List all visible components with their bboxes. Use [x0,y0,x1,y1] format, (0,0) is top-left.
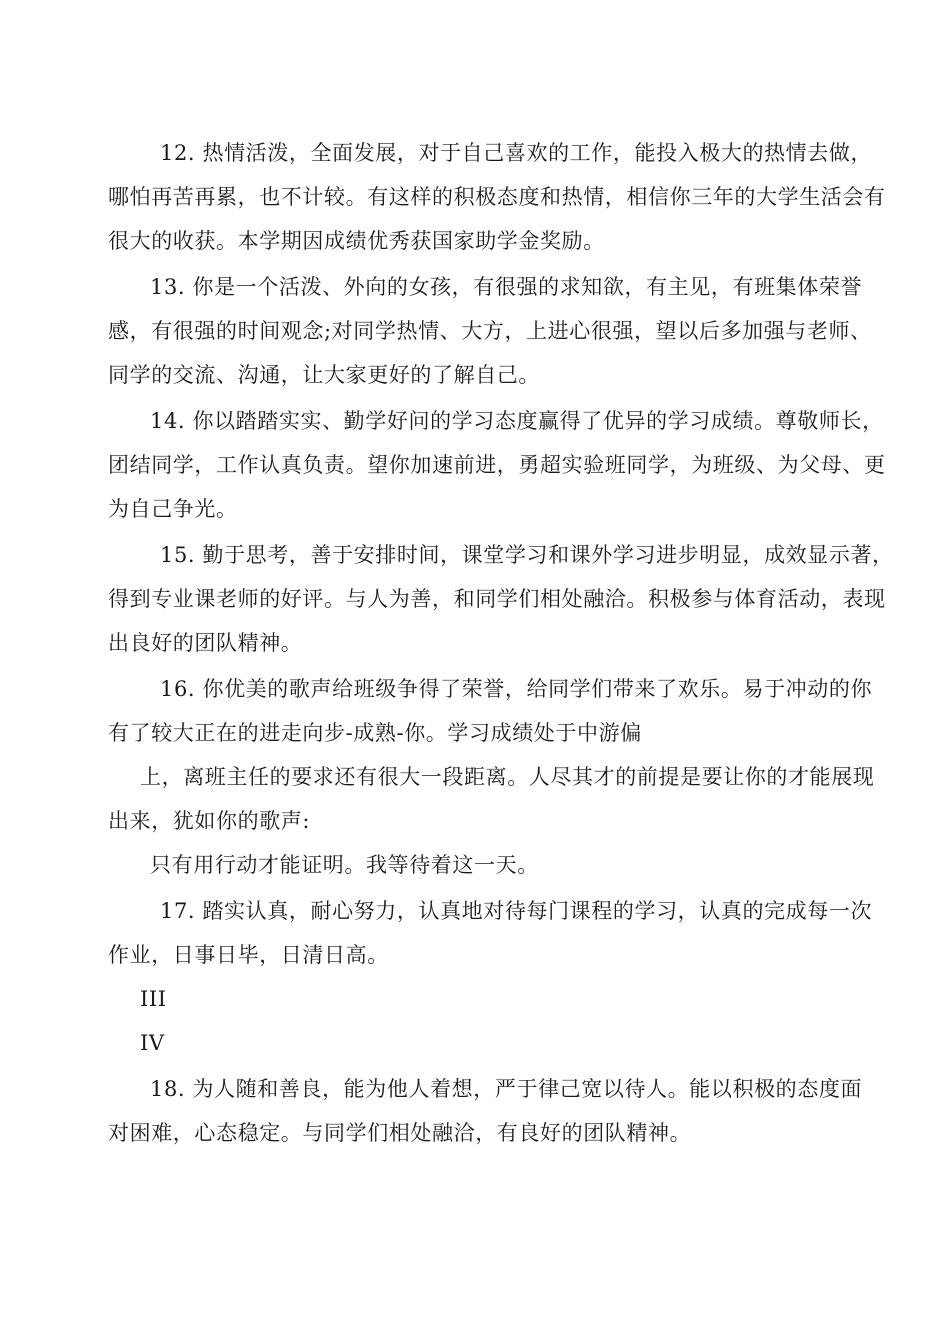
para-15-line-3: 出良好的团队精神。 [108,631,303,655]
para-12-line-2: 哪怕再苦再累，也不计较。有这样的积极态度和热情，相信你三年的大学生活会有 [108,185,886,209]
para-14-line-1: 14. 你以踏踏实实、勤学好问的学习态度赢得了优异的学习成绩。尊敬师长， [150,409,884,433]
roman-numeral-iii: III [140,987,167,1011]
roman-numeral-iv: IV [140,1031,165,1055]
para-13-line-1: 13. 你是一个活泼、外向的女孩，有很强的求知欲，有主见，有班集体荣誉 [150,275,863,299]
para-13-line-2: 感，有很强的时间观念;对同学热情、大方，上进心很强，望以后多加强与老师、 [108,319,872,343]
para-14-line-3: 为自己争光。 [108,497,238,521]
para-13-line-3: 同学的交流、沟通，让大家更好的了解自己。 [108,363,540,387]
para-16-line-1: 16. 你优美的歌声给班级争得了荣誉，给同学们带来了欢乐。易于冲动的你 [160,677,873,701]
para-16-line-5: 只有用行动才能证明。我等待着这一天。 [150,853,539,877]
para-17-line-1: 17. 踏实认真，耐心努力，认真地对待每门课程的学习，认真的完成每一次 [160,899,873,923]
para-12-line-1: 12. 热情活泼，全面发展，对于自己喜欢的工作，能投入极大的热情去做， [160,141,873,165]
para-15-line-1: 15. 勤于思考，善于安排时间，课堂学习和课外学习进步明显，成效显示著， [160,543,894,567]
para-17-line-2: 作业，日事日毕，日清日高。 [108,943,389,967]
para-16-line-4: 出来，犹如你的歌声: [108,809,311,833]
para-18-line-2: 对困难，心态稳定。与同学们相处融洽，有良好的团队精神。 [108,1121,692,1145]
para-14-line-2: 团结同学，工作认真负责。望你加速前进，勇超实验班同学，为班级、为父母、更 [108,453,886,477]
para-16-line-3: 上，离班主任的要求还有很大一段距离。人尽其才的前提是要让你的才能展现 [140,765,875,789]
para-18-line-1: 18. 为人随和善良，能为他人着想，严于律己宽以待人。能以积极的态度面 [150,1077,863,1101]
para-12-line-3: 很大的收获。本学期因成绩优秀获国家助学金奖励。 [108,229,605,253]
para-16-line-2: 有了较大正在的进走向步-成熟-你。学习成绩处于中游偏 [108,721,642,745]
para-15-line-2: 得到专业课老师的好评。与人为善，和同学们相处融洽。积极参与体育活动，表现 [108,587,886,611]
